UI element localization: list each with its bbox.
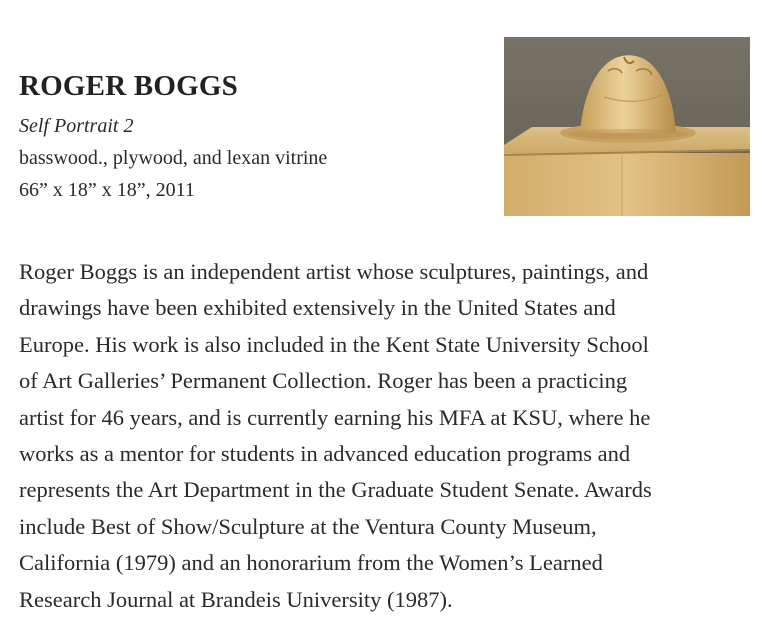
artist-name: ROGER BOGGS (19, 70, 238, 102)
bio-line: represents the Art Department in the Graduate Student Senate. Awards (19, 477, 652, 503)
bio-line: drawings have been exhibited extensively in the United States and (19, 295, 616, 321)
bio-line: California (1979) and an honorarium from the Women’s Learned (19, 550, 603, 576)
artwork-photo (504, 37, 750, 216)
bio-line: include Best of Show/Sculpture at the Ventura County Museum, (19, 513, 597, 539)
bio-line: Research Journal at Brandeis University (1987). (19, 586, 453, 612)
sculpture-illustration (504, 37, 750, 216)
bio-line: Roger Boggs is an independent artist whose sculptures, paintings, and (19, 259, 649, 284)
artist-bio (19, 254, 759, 618)
bio-line: artist for 46 years, and is currently earning his MFA at KSU, where he (19, 404, 651, 430)
artwork-dimensions: 66” x 18” x 18”, 2011 (19, 179, 195, 201)
bio-line: of Art Galleries’ Permanent Collection. Roger has been a practicing (19, 368, 628, 394)
pedestal-front (504, 153, 750, 216)
artwork-title: Self Portrait 2 (19, 115, 134, 137)
bio-line: Europe. His work is also included in the Kent State University School (19, 331, 649, 357)
bio-line: works as a mentor for students in advanced education programs and (19, 441, 631, 467)
artwork-materials: basswood., plywood, and lexan vitrine (19, 147, 328, 169)
